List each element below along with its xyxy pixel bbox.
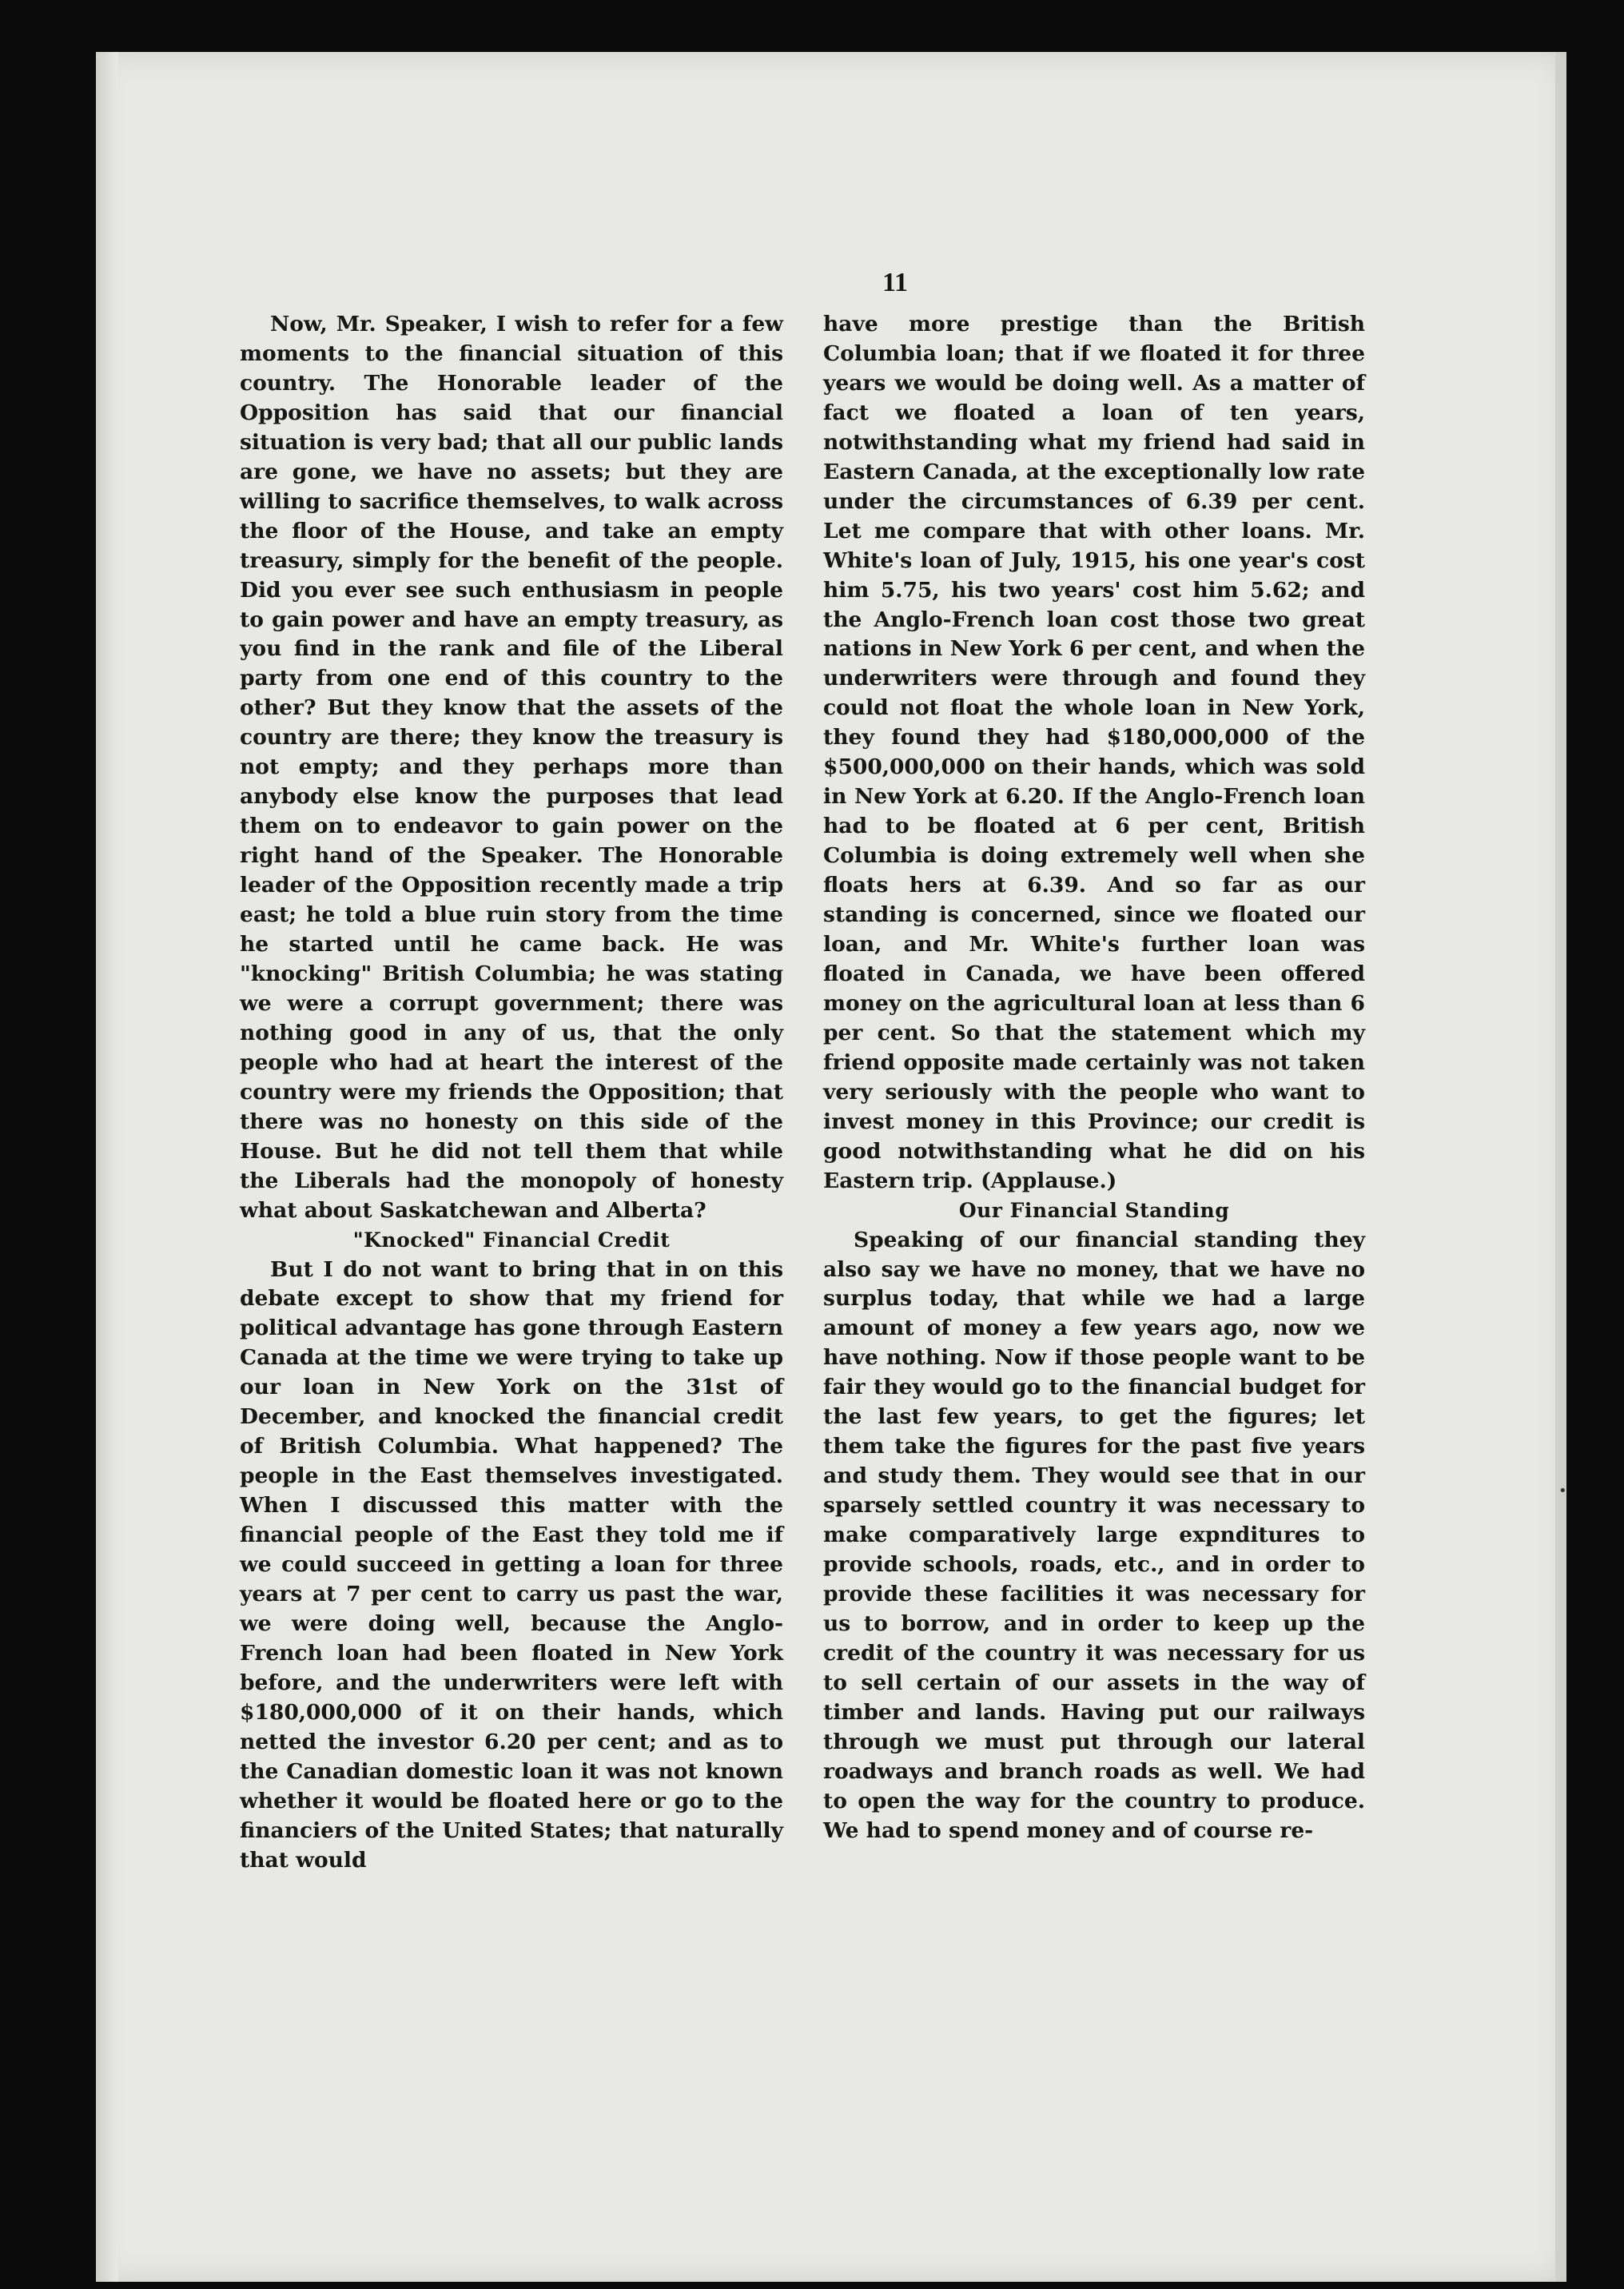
page-right-edge bbox=[1555, 52, 1566, 2282]
page-gutter-shadow bbox=[96, 52, 118, 2282]
document-page bbox=[96, 52, 1566, 2282]
left-paragraph-1: Now, Mr. Speaker, I wish to refer for a few moments to the financial situation of this country. The Honorable leader of the Opposition has said that our financial situation is very bad; that all our public lands are gone, we have no assets; but they are willing to sacrifice themselves, to walk across the floor of the House, and take an empty treasury, simply for the benefit of the people. Did you ever see such enthusiasm in people to gain power and have an empty treasury, as you find in the rank and file of the Liberal party from one end of this country to the other? But they know that the assets of the country are there; they know the treasury is not empty; and they perhaps more than anybody else know the purposes that lead them on to endeavor to gain power on the right hand of the Speaker. The Honorable leader of the Opposition recently made a trip east; he told a blue ruin story from the time he started until he came back. He was "knocking" British Columbia; he was stating we were a corrupt government; there was nothing good in any of us, that the only people who had at heart the interest of the country were my friends the Opposition; that there was no honesty on this side of the House. But he did not tell them that while the Liberals had the monopoly of honesty what about Saskatchewan and Alberta? bbox=[240, 312, 783, 1223]
left-column bbox=[240, 310, 783, 1876]
right-paragraph-2: Speaking of our financial standing they also say we have no money, that we have no surplus today, that while we had a large amount of money a few years ago, now we have nothing. Now if those people want to be fair they would go to the financial budget for the last few years, to get the figures; let them take the figures for the past five years and study them. They would see that in our sparsely settled country it was necessary to make comparatively large expnditures to provide schools, roads, etc., and in order to provide these facilities it was necessary for us to borrow, and in order to keep up the credit of the country it was necessary for us to sell certain of our assets in the way of timber and lands. Having put our railways through we must put through our lateral roadways and branch roads as well. We had to open the way for the country to produce. We had to spend money and of course re- bbox=[823, 1227, 1365, 1843]
page-number: 11 bbox=[882, 268, 909, 297]
right-column bbox=[823, 310, 1365, 1846]
section-heading-financial-standing: Our Financial Standing bbox=[958, 1198, 1230, 1222]
margin-speck: • bbox=[1558, 1483, 1567, 1499]
left-paragraph-2: But I do not want to bring that in on this debate except to show that my friend for political advantage has gone through Eastern Canada at the time we were trying to take up our loan in New York on the 31st of December, and knocked the financial credit of British Columbia. What happened? The people in the East themselves investigated. When I discussed this matter with the financial people of the East they told me if we could succeed in getting a loan for three years at 7 per cent to carry us past the war, we were doing well, because the Anglo-French loan had been floated in New York before, and the underwriters were left with $180,000,000 of it on their hands, which netted the investor 6.20 per cent; and as to the Canadian domestic loan it was not known whether it would be floated here or go to the financiers of the United States; that naturally that would bbox=[240, 1256, 783, 1873]
right-paragraph-1: have more prestige than the British Columbia loan; that if we floated it for three years we would be doing well. As a matter of fact we floated a loan of ten years, notwithstanding what my friend had said in Eastern Canada, at the exceptionally low rate under the circumstances of 6.39 per cent. Let me compare that with other loans. Mr. White's loan of July, 1915, his one year's cost him 5.75, his two years' cost him 5.62; and the Anglo-French loan cost those two great nations in New York 6 per cent, and when the underwriters were through and found they could not float the whole loan in New York, they found they had $180,000,000 of the $500,000,000 on their hands, which was sold in New York at 6.20. If the Anglo-French loan had to be floated at 6 per cent, British Columbia is doing extremely well when she floats hers at 6.39. And so far as our standing is concerned, since we floated our loan, and Mr. White's further loan was floated in Canada, we have been offered money on the agricultural loan at less than 6 per cent. So that the statement which my friend opposite made certainly was not taken very seriously with the people who want to invest money in this Province; our credit is good notwithstanding what he did on his Eastern trip. (Applause.) bbox=[823, 312, 1365, 1193]
section-heading-knocked-credit: "Knocked" Financial Credit bbox=[352, 1228, 671, 1252]
